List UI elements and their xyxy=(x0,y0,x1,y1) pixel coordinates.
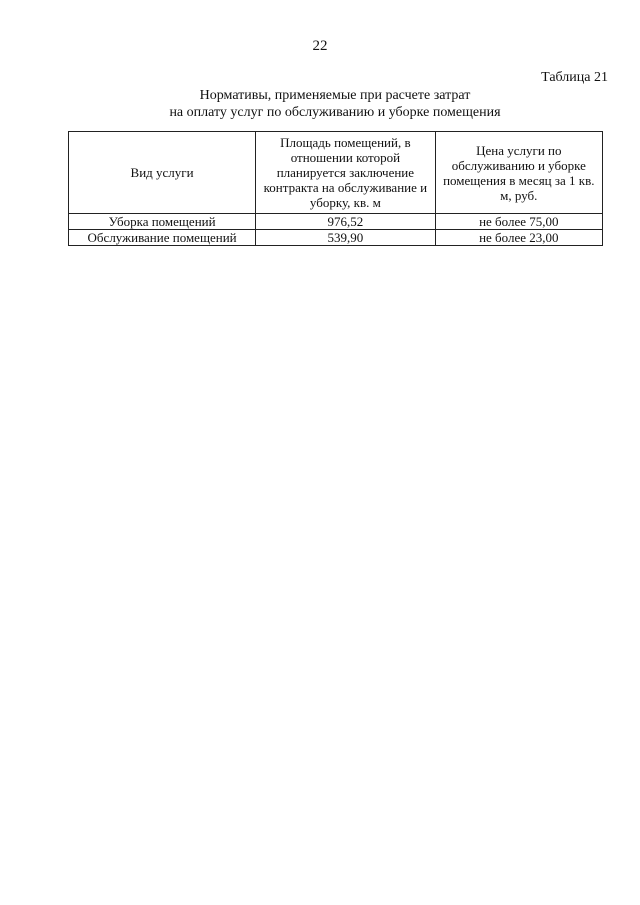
document-title-line-1: Нормативы, применяемые при расчете затрат xyxy=(199,88,471,103)
cell-area: 539,90 xyxy=(256,230,435,246)
table-row xyxy=(69,214,603,230)
header-area: Площадь помещений, в отношении которой планируется заключение контракта на обслуживание и уборку, кв. м xyxy=(256,132,435,214)
cell-price: не более 75,00 xyxy=(435,214,602,230)
table-caption: Таблица 21 xyxy=(541,70,608,85)
cell-service-type: Обслуживание помещений xyxy=(69,230,256,246)
document-title-line-2: на оплату услуг по обслуживанию и уборке помещения xyxy=(169,105,501,120)
table-header-row xyxy=(69,132,603,214)
page-number: 22 xyxy=(312,38,328,54)
cell-area: 976,52 xyxy=(256,214,435,230)
document-title xyxy=(0,87,640,121)
cell-service-type: Уборка помещений xyxy=(69,214,256,230)
norms-table xyxy=(68,131,603,246)
header-service-type: Вид услуги xyxy=(69,132,256,214)
cell-price: не более 23,00 xyxy=(435,230,602,246)
table-row xyxy=(69,230,603,246)
header-price: Цена услуги по обслуживанию и уборке помещения в месяц за 1 кв. м, руб. xyxy=(435,132,602,214)
